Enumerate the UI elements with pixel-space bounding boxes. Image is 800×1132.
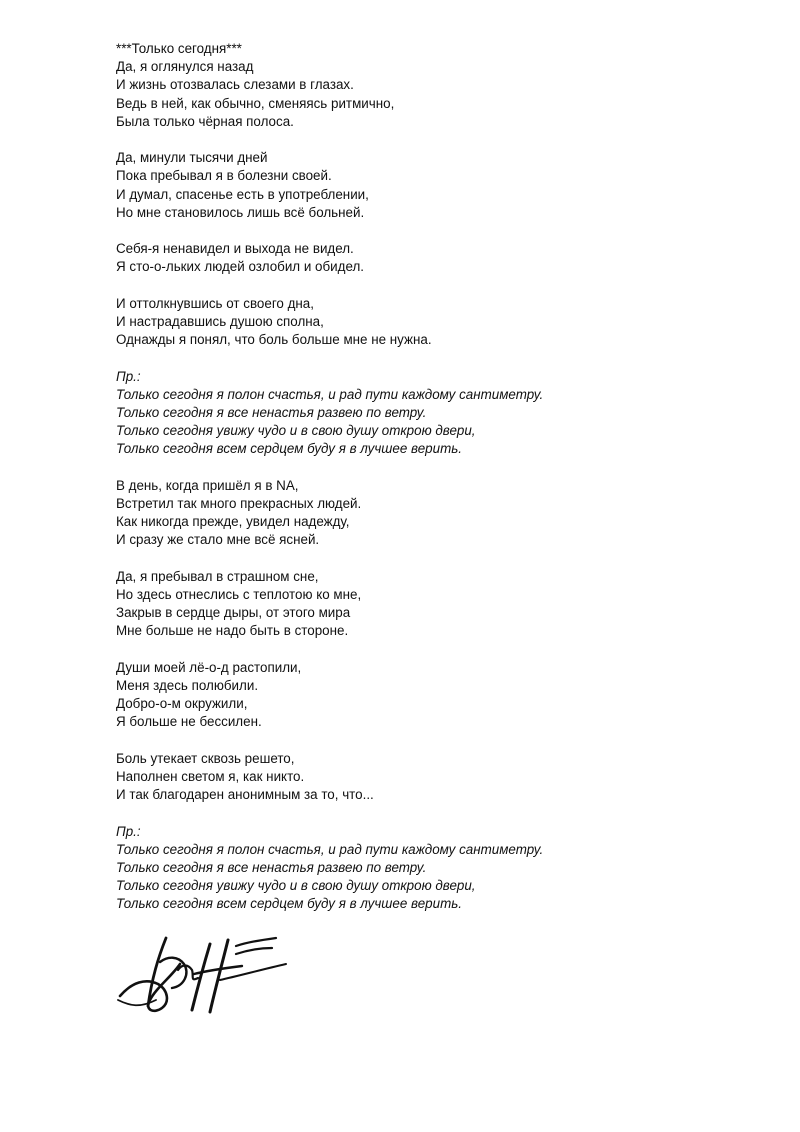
poem-line: Однажды я понял, что боль больше мне не нужна.	[116, 332, 432, 348]
poem-line: Наполнен светом я, как никто.	[116, 769, 305, 784]
poem-line: Да, я оглянулся назад	[116, 59, 254, 75]
poem-line: Ведь в ней, как обычно, сменяясь ритмично,	[116, 95, 395, 111]
stanza-3	[116, 240, 756, 276]
poem-line: Как никогда прежде, увидел надежду,	[116, 514, 350, 530]
poem-line: И так благодарен анонимным за то, что...	[116, 787, 374, 803]
chorus-line: Только сегодня я полон счастья, и рад пути каждому сантиметру.	[116, 386, 544, 402]
poem-line: Встретил так много прекрасных людей.	[116, 496, 362, 511]
poem-line: Да, я пребывал в страшном сне,	[116, 568, 319, 584]
poem-line: В день, когда пришёл я в NA,	[116, 477, 299, 493]
poem-line: Была только чёрная полоса.	[116, 113, 294, 129]
chorus-2	[116, 823, 756, 914]
poem-line: И сразу же стало мне всё ясней.	[116, 532, 320, 548]
poem-line: Закрыв в сердце дыры, от этого мира	[116, 605, 351, 621]
poem-line: Души моей лё-о-д растопили,	[116, 659, 302, 675]
chorus-line: Только сегодня увижу чудо и в свою душу открою двери,	[116, 423, 476, 439]
poem-line: Да, минули тысячи дней	[116, 150, 268, 166]
poem-line: И оттолкнувшись от своего дна,	[116, 295, 314, 311]
chorus-1	[116, 368, 756, 459]
poem-line: И настрадавшись душою сполна,	[116, 314, 324, 329]
stanza-5	[116, 477, 756, 550]
signature-icon	[110, 920, 300, 1020]
chorus-label: Пр.:	[116, 823, 141, 839]
chorus-line: Только сегодня увижу чудо и в свою душу открою двери,	[116, 878, 476, 894]
stanza-7	[116, 659, 756, 732]
poem-line: И думал, спасенье есть в употреблении,	[116, 186, 369, 202]
stanza-2	[116, 149, 756, 222]
chorus-line: Только сегодня я все ненастья развею по ветру.	[116, 405, 427, 420]
poem-line: Боль утекает сквозь решето,	[116, 750, 295, 766]
stanza-8	[116, 750, 756, 805]
poem-line: Я сто-о-льких людей озлобил и обидел.	[116, 259, 364, 275]
poem-line: Мне больше не надо быть в стороне.	[116, 623, 349, 639]
poem-line: Но здесь отнеслись с теплотою ко мне,	[116, 587, 362, 602]
poem-line: Добро-о-м окружили,	[116, 696, 248, 712]
chorus-label: Пр.:	[116, 368, 141, 384]
poem-line: Пока пребывал я в болезни своей.	[116, 168, 332, 184]
chorus-line: Только сегодня всем сердцем буду я в лучшее верить.	[116, 896, 462, 912]
stanza-6	[116, 568, 756, 641]
poem-line: Но мне становилось лишь всё больней.	[116, 204, 365, 220]
poem-line: Меня здесь полюбили.	[116, 678, 259, 693]
chorus-line: Только сегодня я полон счастья, и рад пути каждому сантиметру.	[116, 841, 544, 857]
poem-title: ***Только сегодня***	[116, 41, 242, 56]
poem-line: И жизнь отозвалась слезами в глазах.	[116, 77, 354, 93]
chorus-line: Только сегодня всем сердцем буду я в лучшее верить.	[116, 441, 462, 457]
poem-text	[116, 40, 756, 932]
poem-line: Себя-я ненавидел и выхода не видел.	[116, 241, 354, 257]
chorus-line: Только сегодня я все ненастья развею по ветру.	[116, 860, 427, 875]
stanza-1	[116, 58, 756, 131]
poem-line: Я больше не бессилен.	[116, 714, 262, 730]
stanza-4	[116, 295, 756, 350]
